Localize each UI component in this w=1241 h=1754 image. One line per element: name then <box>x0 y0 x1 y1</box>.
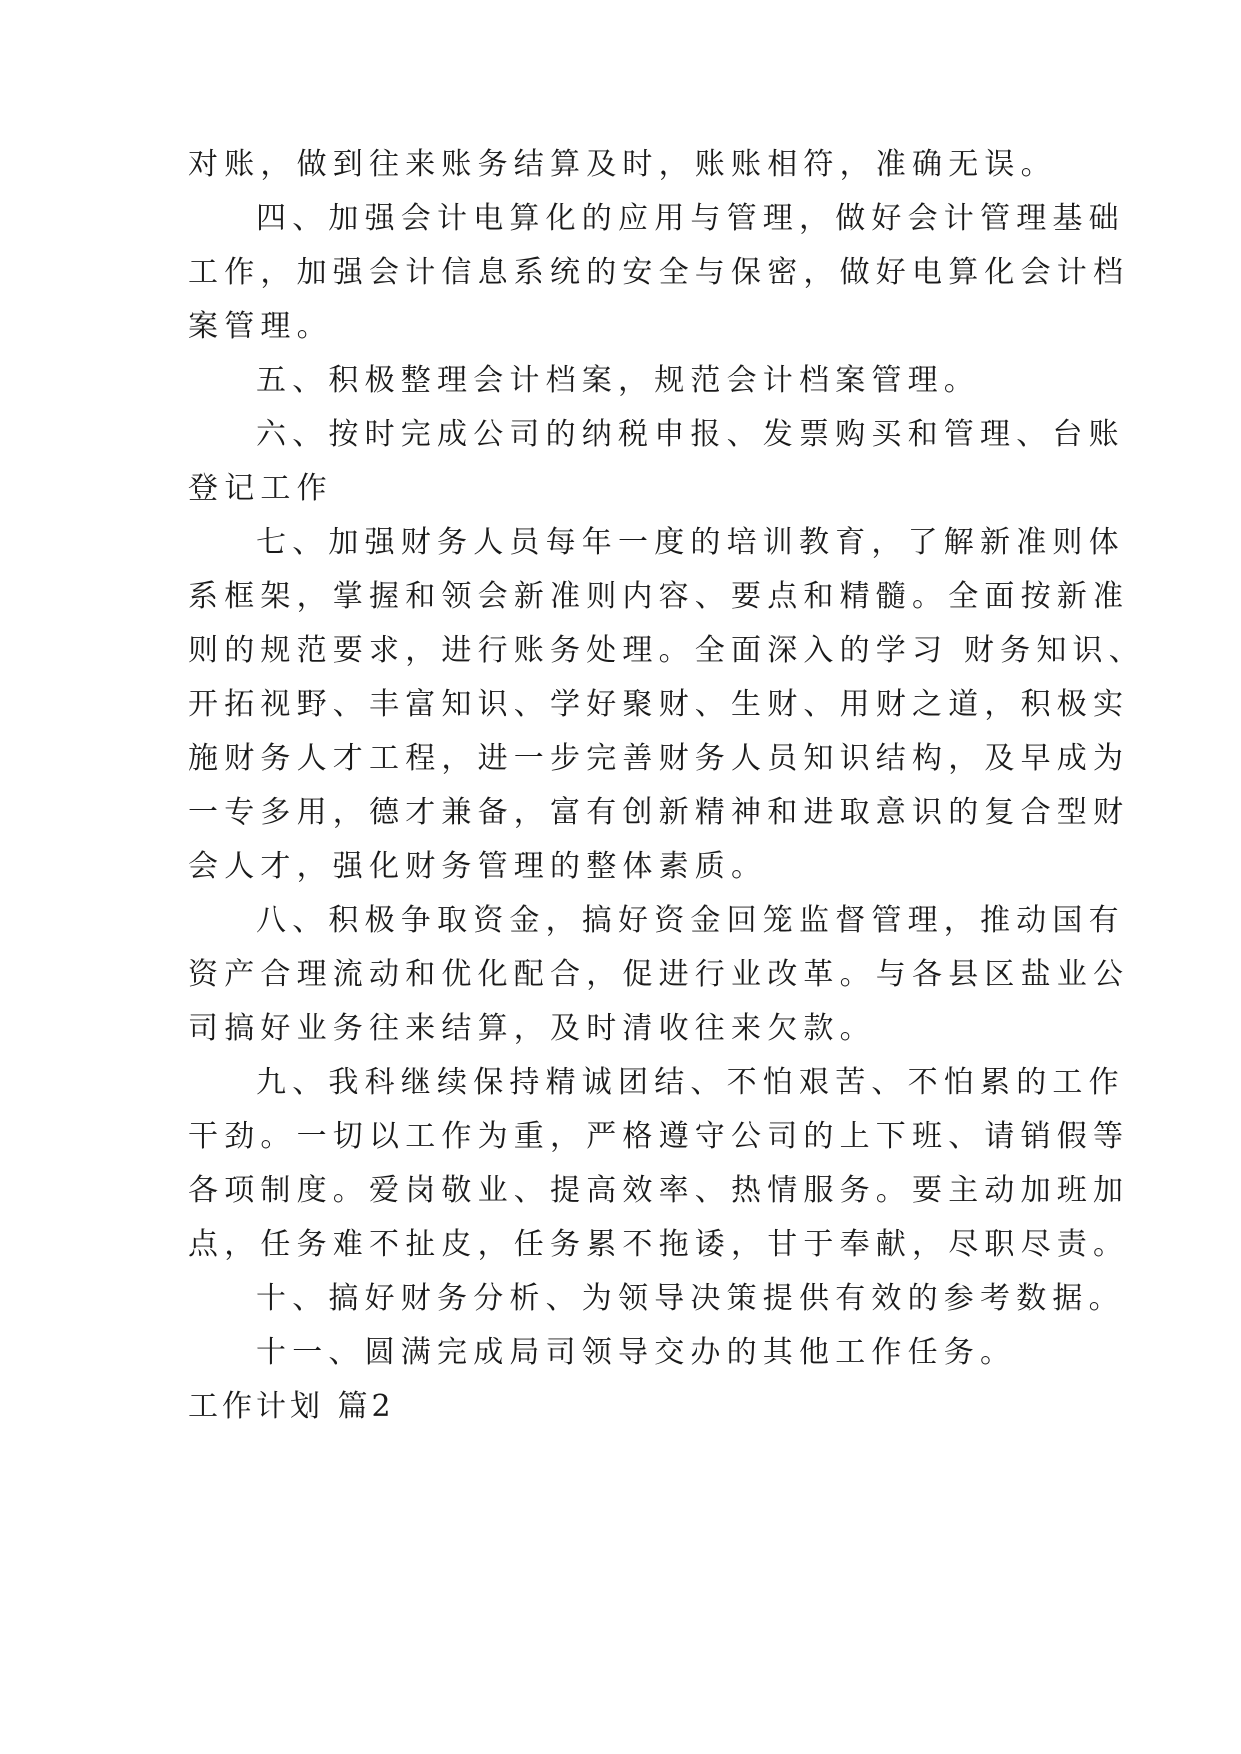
paragraph-11-line: 十一、圆满完成局司领导交办的其他工作任务。 <box>256 1335 1017 1370</box>
text-line: 则的规范要求，进行账务处理。全面深入的学习 财务知识、 <box>188 633 1145 668</box>
paragraph-6-line: 六、按时完成公司的纳税申报、发票购买和管理、台账 <box>256 417 1125 452</box>
text-line: 对账，做到往来账务结算及时，账账相符，准确无误。 <box>188 147 1057 182</box>
paragraph-9-line: 九、我科继续保持精诚团结、不怕艰苦、不怕累的工作 <box>256 1065 1125 1100</box>
paragraph-7-line: 七、加强财务人员每年一度的培训教育，了解新准则体 <box>256 525 1125 560</box>
text-line: 资产合理流动和优化配合，促进行业改革。与各县区盐业公 <box>188 957 1130 992</box>
text-line: 干劲。一切以工作为重，严格遵守公司的上下班、请销假等 <box>188 1119 1130 1154</box>
text-line: 开拓视野、丰富知识、学好聚财、生财、用财之道，积极实 <box>188 687 1130 722</box>
text-line: 司搞好业务往来结算，及时清收往来欠款。 <box>188 1011 876 1046</box>
section-heading: 工作计划 篇2 <box>188 1389 395 1424</box>
text-line: 点，任务难不扯皮，任务累不拖诿，甘于奉献，尽职尽责。 <box>188 1227 1130 1262</box>
paragraph-4-line: 四、加强会计电算化的应用与管理，做好会计管理基础 <box>256 201 1125 236</box>
text-line: 一专多用，德才兼备，富有创新精神和进取意识的复合型财 <box>188 795 1130 830</box>
text-line: 工作，加强会计信息系统的安全与保密，做好电算化会计档 <box>188 255 1130 290</box>
text-line: 系框架，掌握和领会新准则内容、要点和精髓。全面按新准 <box>188 579 1130 614</box>
text-line: 施财务人才工程，进一步完善财务人员知识结构，及早成为 <box>188 741 1130 776</box>
text-line: 登记工作 <box>188 471 333 506</box>
text-line: 各项制度。爱岗敬业、提高效率、热情服务。要主动加班加 <box>188 1173 1130 1208</box>
text-line: 案管理。 <box>188 309 333 344</box>
text-line: 会人才，强化财务管理的整体素质。 <box>188 849 768 884</box>
paragraph-5-line: 五、积极整理会计档案，规范会计档案管理。 <box>256 363 980 398</box>
paragraph-10-line: 十、搞好财务分析、为领导决策提供有效的参考数据。 <box>256 1281 1125 1316</box>
paragraph-8-line: 八、积极争取资金，搞好资金回笼监督管理，推动国有 <box>256 903 1125 938</box>
